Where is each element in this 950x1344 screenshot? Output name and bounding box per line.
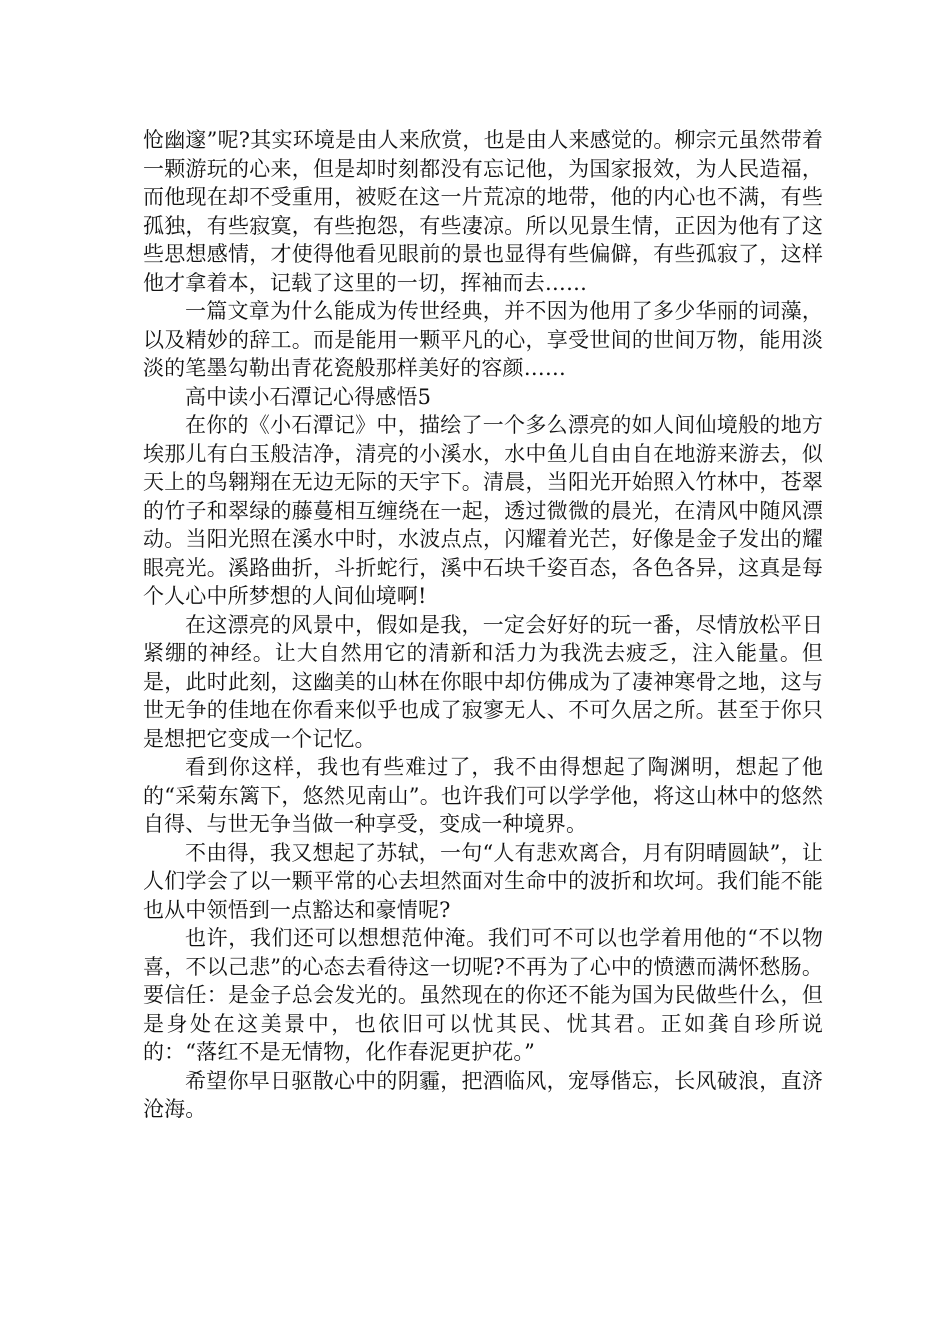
section-heading: 高中读小石潭记心得感悟5: [185, 384, 432, 409]
paragraph-if-it-were-me: 在这漂亮的风景中，假如是我，一定会好好的玩一番，尽情放松平日紧绷的神经。让大自然用它的清新和活力为我洗去疲乏，注入能量。但是，此时此刻，这幽美的山林在你眼中却仿佛成为了凄神寒骨之地，这与世无争的佳地在你看来似乎也成了寂寥无人、不可久居之所。甚至于你只是想把它变成一个记忆。: [143, 612, 823, 751]
paragraph-closing-wish: 希望你早日驱散心中的阴霾，把酒临风，宠辱偕忘，长风破浪，直济沧海。: [143, 1068, 823, 1121]
paragraph-fan-zhongyan: 也许，我们还可以想想范仲淹。我们可不可以也学着用他的“不以物喜，不以己悲”的心态去看待这一切呢?不再为了心中的愤懑而满怀愁肠。要信任：是金子总会发光的。虽然现在的你还不能为国为民做些什么，但是身处在这美景中，也依旧可以忧其民、忧其君。正如龚自珍所说的：“落红不是无情物，化作春泥更护花。”: [143, 926, 823, 1064]
paragraph-classic-essay: 一篇文章为什么能成为传世经典，并不因为他用了多少华丽的词藻，以及精妙的辞工。而是能用一颗平凡的心，享受世间的世间万物，能用淡淡的笔墨勾勒出青花瓷般那样美好的容颜……: [143, 299, 823, 380]
paragraph-su-shi: 不由得，我又想起了苏轼，一句“人有悲欢离合，月有阴晴圆缺”，让人们学会了以一颗平常的心去坦然面对生命中的波折和坎坷。我们能不能也从中领悟到一点豁达和豪情呢?: [143, 840, 823, 922]
paragraph-scenery: 在你的《小石潭记》中，描绘了一个多么漂亮的如人间仙境般的地方埃那儿有白玉般洁净，清亮的小溪水，水中鱼儿自由自在地游来游去，似天上的鸟翱翔在无边无际的天宇下。清晨，当阳光开始照入竹林中，苍翠的竹子和翠绿的藤蔓相互缠绕在一起，透过微微的晨光，在清风中随风漂动。当阳光照在溪水中时，水波点点，闪耀着光芒，好像是金子发出的耀眼亮光。溪路曲折，斗折蛇行，溪中石块千姿百态，各色各异，这真是每个人心中所梦想的人间仙境啊!: [143, 413, 823, 608]
paragraph-continuation: 怆幽邃”呢?其实环境是由人来欣赏，也是由人来感觉的。柳宗元虽然带着一颗游玩的心来，但是却时刻都没有忘记他，为国家报效，为人民造福，而他现在却不受重用，被贬在这一片荒凉的地带，他的内心也不满，有些孤独，有些寂寞，有些抱怨，有些凄凉。所以见景生情，正因为他有了这些思想感情，才使得他看见眼前的景也显得有些偏僻，有些孤寂了，这样他才拿着本，记载了这里的一切，挥袖而去……: [143, 128, 823, 295]
paragraph-tao-yuanming: 看到你这样，我也有些难过了，我不由得想起了陶渊明，想起了他的“采菊东篱下，悠然见南山”。也许我们可以学学他，将这山林中的悠然自得、与世无争当做一种享受，变成一种境界。: [143, 755, 823, 836]
document-page: [143, 126, 823, 1124]
